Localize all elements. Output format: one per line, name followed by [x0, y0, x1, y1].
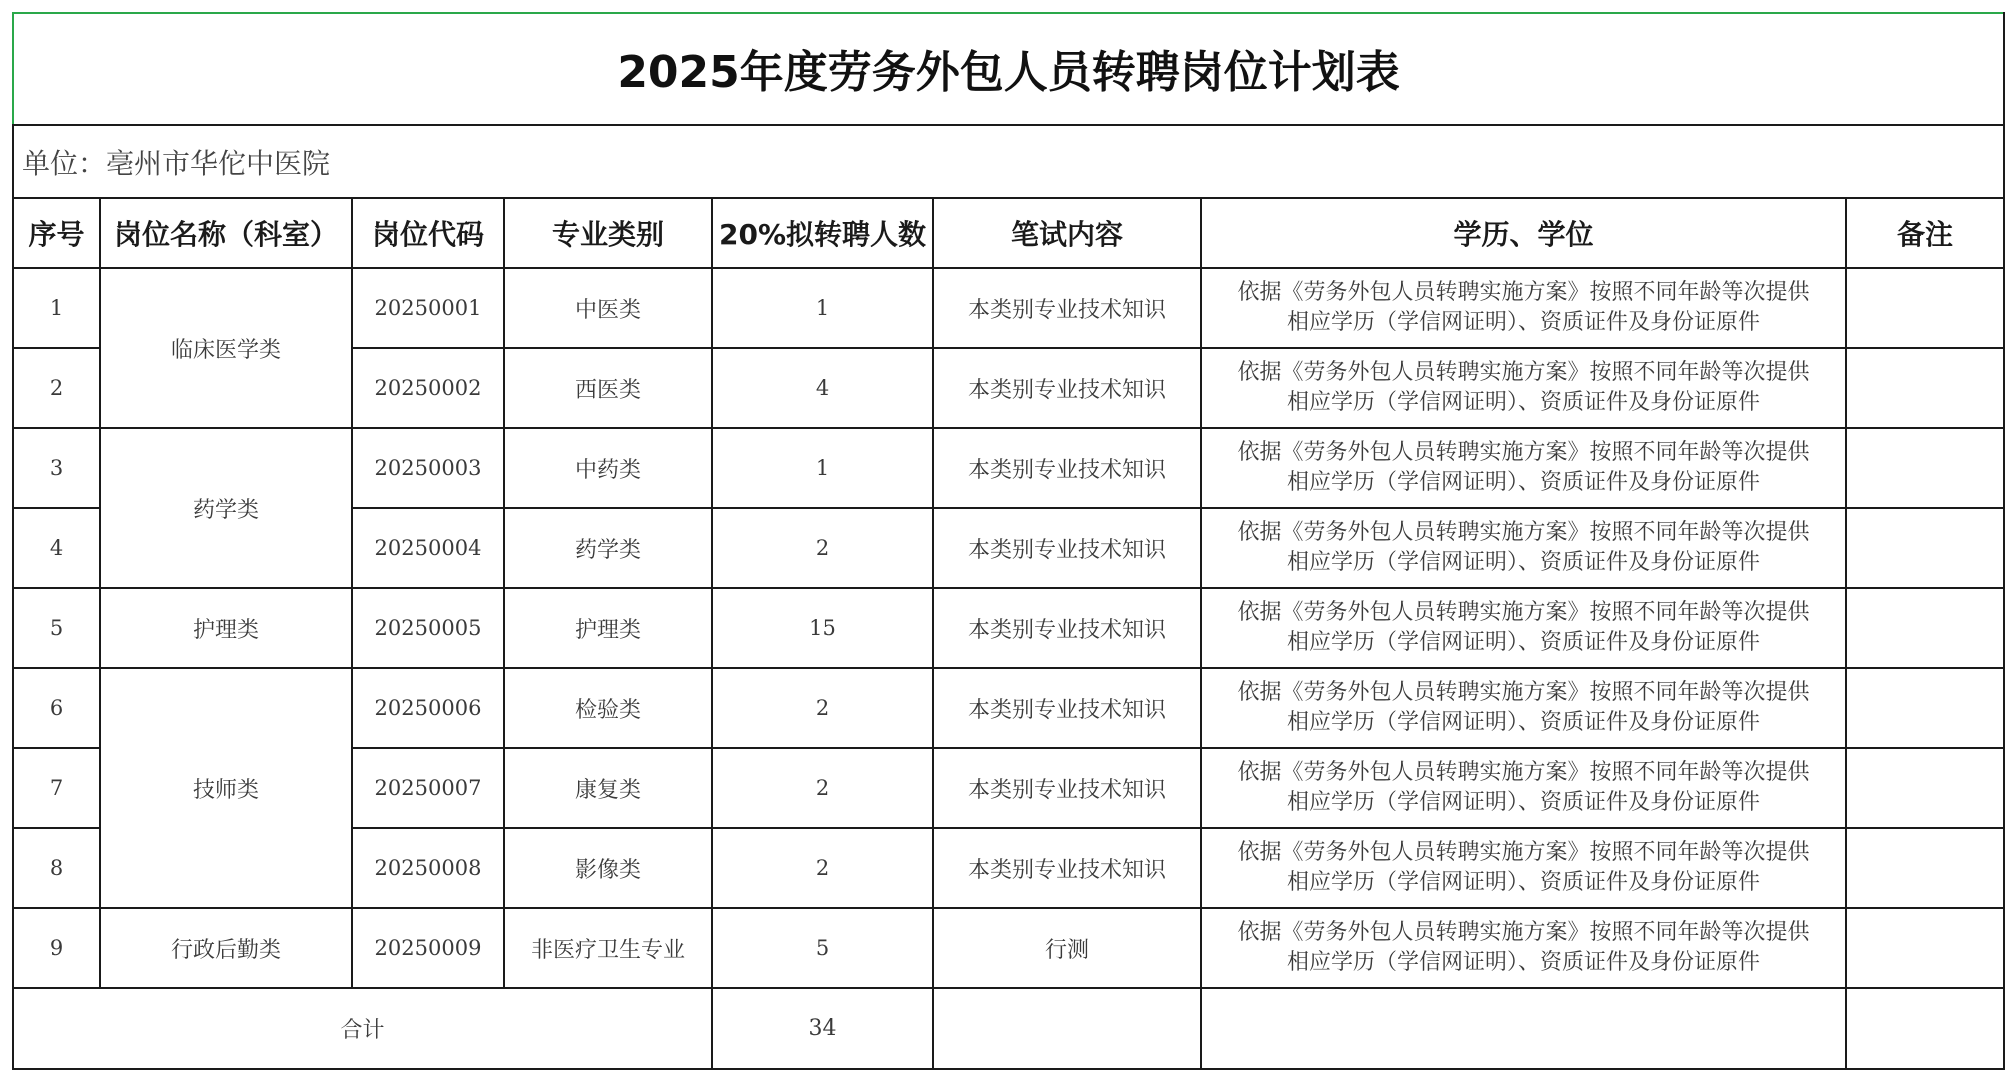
header-row [13, 198, 2004, 268]
cell-major: 西医类 [504, 348, 712, 428]
cell-education [1201, 668, 1846, 748]
cell-exam: 本类别专业技术知识 [933, 588, 1201, 668]
cell-remark [1846, 428, 2004, 508]
cell-seq: 4 [13, 508, 100, 588]
cell-post-group: 临床医学类 [100, 268, 352, 428]
cell-education [1201, 908, 1846, 988]
education-line-2: 相应学历（学信网证明）、资质证件及身份证原件 [1286, 310, 1760, 335]
cell-post-code: 20250002 [352, 348, 504, 428]
cell-major: 影像类 [504, 828, 712, 908]
cell-post-group: 技师类 [100, 668, 352, 908]
cell-exam: 行测 [933, 908, 1201, 988]
header-count: 20%拟转聘人数 [712, 198, 933, 268]
cell-seq: 5 [13, 588, 100, 668]
cell-post-code: 20250001 [352, 268, 504, 348]
table-row [13, 428, 2004, 508]
cell-education [1201, 508, 1846, 588]
cell-count: 5 [712, 908, 933, 988]
cell-post-code: 20250004 [352, 508, 504, 588]
cell-education [1201, 428, 1846, 508]
education-line-2: 相应学历（学信网证明）、资质证件及身份证原件 [1286, 550, 1760, 575]
cell-remark [1846, 908, 2004, 988]
cell-remark [1846, 508, 2004, 588]
cell-remark [1846, 668, 2004, 748]
plan-table [12, 12, 2005, 1070]
cell-count: 1 [712, 268, 933, 348]
cell-count: 2 [712, 508, 933, 588]
total-exam-empty [933, 988, 1201, 1069]
cell-exam: 本类别专业技术知识 [933, 348, 1201, 428]
cell-major: 检验类 [504, 668, 712, 748]
cell-remark [1846, 348, 2004, 428]
cell-count: 2 [712, 668, 933, 748]
cell-post-group: 护理类 [100, 588, 352, 668]
total-label: 合计 [13, 988, 712, 1069]
cell-education [1201, 828, 1846, 908]
page-title: 2025年度劳务外包人员转聘岗位计划表 [13, 12, 2004, 125]
total-remark-empty [1846, 988, 2004, 1069]
education-line-1: 依据《劳务外包人员转聘实施方案》按照不同年龄等次提供 [1237, 680, 1810, 705]
cell-exam: 本类别专业技术知识 [933, 428, 1201, 508]
cell-remark [1846, 268, 2004, 348]
cell-count: 2 [712, 748, 933, 828]
cell-count: 4 [712, 348, 933, 428]
cell-exam: 本类别专业技术知识 [933, 748, 1201, 828]
education-line-1: 依据《劳务外包人员转聘实施方案》按照不同年龄等次提供 [1237, 280, 1810, 305]
cell-post-code: 20250006 [352, 668, 504, 748]
total-education-empty [1201, 988, 1846, 1069]
cell-exam: 本类别专业技术知识 [933, 268, 1201, 348]
cell-post-code: 20250003 [352, 428, 504, 508]
education-line-2: 相应学历（学信网证明）、资质证件及身份证原件 [1286, 710, 1760, 735]
education-line-2: 相应学历（学信网证明）、资质证件及身份证原件 [1286, 870, 1760, 895]
cell-seq: 9 [13, 908, 100, 988]
header-education: 学历、学位 [1201, 198, 1846, 268]
cell-education [1201, 748, 1846, 828]
table-row [13, 268, 2004, 348]
cell-count: 1 [712, 428, 933, 508]
header-remark: 备注 [1846, 198, 2004, 268]
cell-remark [1846, 828, 2004, 908]
cell-major: 中药类 [504, 428, 712, 508]
unit-row [13, 125, 2004, 198]
header-post-code: 岗位代码 [352, 198, 504, 268]
cell-exam: 本类别专业技术知识 [933, 668, 1201, 748]
cell-education [1201, 348, 1846, 428]
education-line-1: 依据《劳务外包人员转聘实施方案》按照不同年龄等次提供 [1237, 520, 1810, 545]
cell-seq: 7 [13, 748, 100, 828]
header-seq: 序号 [13, 198, 100, 268]
education-line-1: 依据《劳务外包人员转聘实施方案》按照不同年龄等次提供 [1237, 840, 1810, 865]
cell-remark [1846, 588, 2004, 668]
cell-seq: 1 [13, 268, 100, 348]
cell-major: 药学类 [504, 508, 712, 588]
education-line-2: 相应学历（学信网证明）、资质证件及身份证原件 [1286, 950, 1760, 975]
cell-remark [1846, 748, 2004, 828]
cell-seq: 2 [13, 348, 100, 428]
education-line-1: 依据《劳务外包人员转聘实施方案》按照不同年龄等次提供 [1237, 360, 1810, 385]
cell-major: 护理类 [504, 588, 712, 668]
header-major: 专业类别 [504, 198, 712, 268]
education-line-1: 依据《劳务外包人员转聘实施方案》按照不同年龄等次提供 [1237, 920, 1810, 945]
education-line-1: 依据《劳务外包人员转聘实施方案》按照不同年龄等次提供 [1237, 440, 1810, 465]
cell-seq: 3 [13, 428, 100, 508]
education-line-2: 相应学历（学信网证明）、资质证件及身份证原件 [1286, 470, 1760, 495]
cell-education [1201, 588, 1846, 668]
cell-education [1201, 268, 1846, 348]
education-line-1: 依据《劳务外包人员转聘实施方案》按照不同年龄等次提供 [1237, 760, 1810, 785]
total-row [13, 988, 2004, 1069]
cell-post-code: 20250005 [352, 588, 504, 668]
table-row [13, 668, 2004, 748]
cell-exam: 本类别专业技术知识 [933, 508, 1201, 588]
cell-post-group: 药学类 [100, 428, 352, 588]
cell-exam: 本类别专业技术知识 [933, 828, 1201, 908]
education-line-2: 相应学历（学信网证明）、资质证件及身份证原件 [1286, 390, 1760, 415]
cell-major: 康复类 [504, 748, 712, 828]
cell-major: 中医类 [504, 268, 712, 348]
table-row [13, 908, 2004, 988]
education-line-1: 依据《劳务外包人员转聘实施方案》按照不同年龄等次提供 [1237, 600, 1810, 625]
table-row [13, 588, 2004, 668]
cell-count: 15 [712, 588, 933, 668]
cell-major: 非医疗卫生专业 [504, 908, 712, 988]
education-line-2: 相应学历（学信网证明）、资质证件及身份证原件 [1286, 790, 1760, 815]
unit-label: 单位：亳州市华佗中医院 [13, 125, 2004, 198]
total-count: 34 [712, 988, 933, 1069]
cell-seq: 6 [13, 668, 100, 748]
title-row [13, 12, 2004, 125]
cell-seq: 8 [13, 828, 100, 908]
cell-post-code: 20250008 [352, 828, 504, 908]
header-exam: 笔试内容 [933, 198, 1201, 268]
header-post-name: 岗位名称（科室） [100, 198, 352, 268]
cell-post-group: 行政后勤类 [100, 908, 352, 988]
cell-post-code: 20250009 [352, 908, 504, 988]
cell-count: 2 [712, 828, 933, 908]
education-line-2: 相应学历（学信网证明）、资质证件及身份证原件 [1286, 630, 1760, 655]
cell-post-code: 20250007 [352, 748, 504, 828]
